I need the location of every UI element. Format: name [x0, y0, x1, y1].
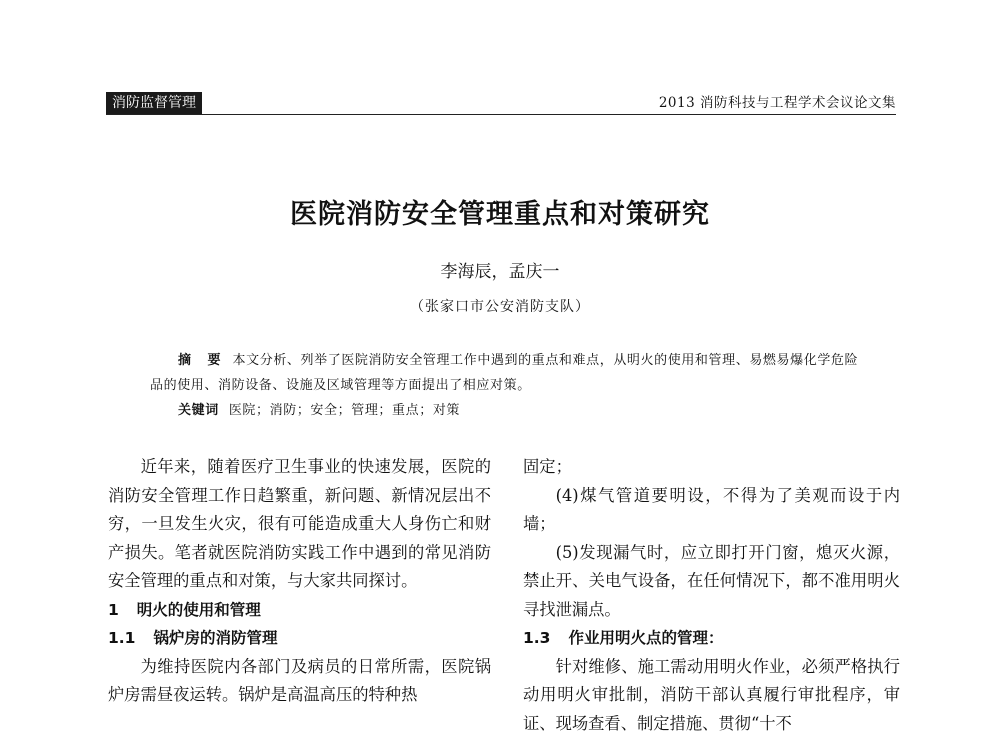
section-number: 1.1: [108, 629, 135, 647]
authors: 李海辰，孟庆一: [0, 257, 1000, 282]
body-paragraph: 为维持医院内各部门及病员的日常所需，医院锅炉房需昼夜运转。锅炉是高温高压的特种热: [108, 653, 491, 710]
section-title: 作业用明火点的管理：: [568, 629, 723, 647]
keywords-text: 医院；消防；安全；管理；重点；对策: [229, 403, 460, 418]
article-title: 医院消防安全管理重点和对策研究: [0, 192, 1000, 231]
abstract: [150, 348, 860, 398]
section-title: 锅炉房的消防管理: [153, 629, 277, 647]
section-heading-1-3: [523, 624, 900, 653]
list-item-4: (4)煤气管道要明设，不得为了美观而设于内墙；: [523, 482, 900, 539]
section-heading-1: [108, 596, 491, 625]
affiliation: （张家口市公安消防支队）: [0, 296, 1000, 316]
section-number: 1: [108, 601, 119, 619]
section-tag: 消防监督管理: [106, 92, 202, 114]
intro-paragraph: 近年来，随着医疗卫生事业的快速发展，医院的消防安全管理工作日趋繁重，新问题、新情况层出不穷，一旦发生火灾，很有可能造成重大人身伤亡和财产损失。笔者就医院消防实践工作中遇到的常见消防安全管理的重点和对策，与大家共同探讨。: [108, 453, 491, 596]
body-column-right: [523, 453, 900, 738]
section-number: 1.3: [523, 629, 550, 647]
abstract-text: 本文分析、列举了医院消防安全管理工作中遇到的重点和难点，从明火的使用和管理、易燃易爆化学危险品的使用、消防设备、设施及区域管理等方面提出了相应对策。: [150, 353, 858, 393]
section-title: 明火的使用和管理: [137, 601, 261, 619]
proceedings-title: 2013 消防科技与工程学术会议论文集: [659, 93, 896, 113]
abstract-label: 摘 要: [178, 353, 227, 368]
keywords: [178, 400, 460, 422]
body-column-left: [108, 453, 491, 710]
header-rule: [106, 114, 896, 115]
continued-text: 固定；: [523, 453, 900, 482]
section-heading-1-1: [108, 624, 491, 653]
keywords-label: 关键词: [178, 403, 219, 418]
list-item-5: (5)发现漏气时，应立即打开门窗，熄灭火源，禁止开、关电气设备，在任何情况下，都不准用明火寻找泄漏点。: [523, 539, 900, 625]
body-paragraph: 针对维修、施工需动用明火作业，必须严格执行动用明火审批制，消防干部认真履行审批程序，审证、现场查看、制定措施、贯彻“十不: [523, 653, 900, 738]
